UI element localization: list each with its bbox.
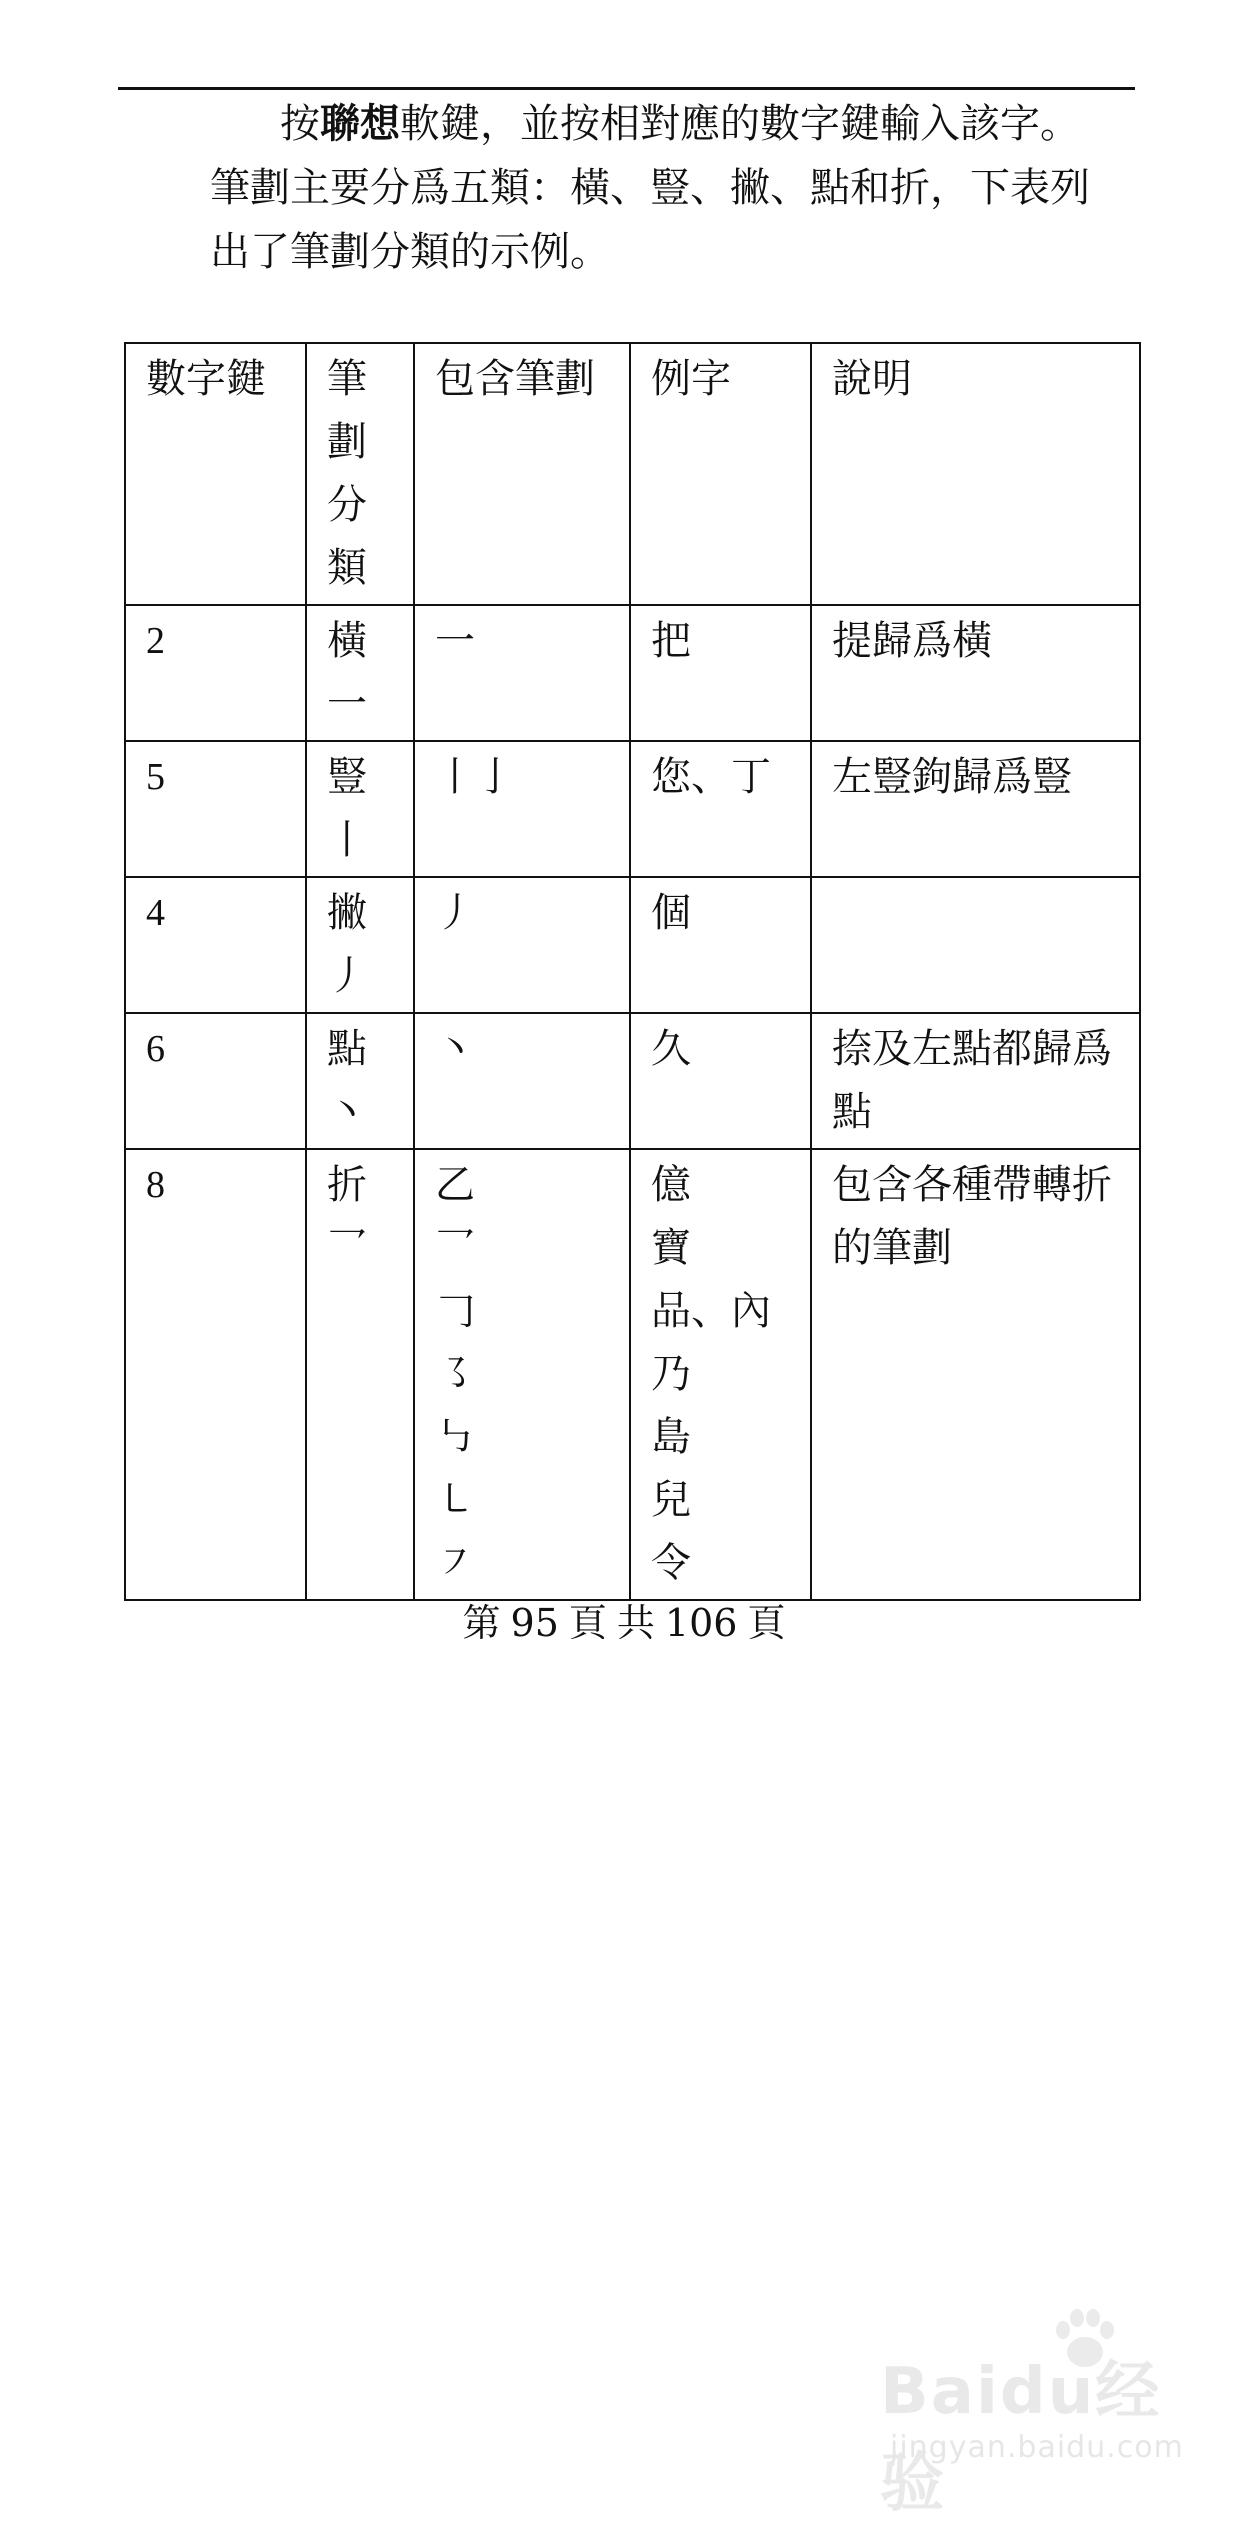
- row-example-item: 令: [651, 1540, 691, 1586]
- row-stroke-item: 丿: [435, 890, 475, 936]
- row-stroke-item: 𠃌: [435, 1288, 475, 1334]
- watermark-url: jingyan.baidu.com: [890, 2430, 1184, 2465]
- page-footer: [0, 1592, 1248, 1647]
- row-example-item: 您、丁: [651, 754, 771, 800]
- intro-line-3: 出了筆劃分類的示例。: [210, 229, 610, 275]
- footer-total-pages: 106: [664, 1601, 738, 1645]
- row-stroke-item: 丶: [435, 1026, 475, 1072]
- row-example-item: 寶: [651, 1225, 691, 1271]
- header-description: 說明: [811, 343, 1140, 605]
- row-category-char: 豎: [327, 754, 367, 800]
- header-rule: [118, 87, 1135, 90]
- row-example-item: 億: [651, 1162, 691, 1208]
- row-key: 5: [125, 741, 306, 877]
- row-stroke-item: ㇌: [435, 1351, 475, 1397]
- header-examples: 例字: [630, 343, 811, 605]
- row-description: 左豎鉤歸爲豎: [811, 741, 1140, 877]
- row-stroke-item: ㇇: [435, 1540, 475, 1586]
- table-row: [125, 605, 1140, 741]
- row-key: 6: [125, 1013, 306, 1149]
- row-category: [306, 741, 414, 877]
- table-row: [125, 877, 1140, 1013]
- row-examples: [630, 877, 811, 1013]
- row-example-item: 乃: [651, 1351, 691, 1397]
- row-category-char: 乛: [327, 1225, 367, 1271]
- row-stroke-item: ㇄: [435, 1477, 475, 1523]
- row-examples: [630, 1149, 811, 1600]
- intro-line-2: 筆劃主要分爲五類：橫、豎、撇、點和折，下表列: [210, 165, 1090, 211]
- row-strokes: [414, 741, 630, 877]
- row-stroke-item: 乛: [435, 1225, 475, 1271]
- table-row: [125, 1149, 1140, 1600]
- table-row: [125, 741, 1140, 877]
- header-strokes: 包含筆劃: [414, 343, 630, 605]
- row-category: [306, 1013, 414, 1149]
- row-strokes: [414, 1149, 630, 1600]
- row-example-item: 個: [651, 890, 691, 936]
- header-category-char: 分: [327, 482, 367, 528]
- row-category-char: 丿: [327, 953, 367, 999]
- table-header-row: [125, 343, 1140, 605]
- row-key: 8: [125, 1149, 306, 1600]
- stroke-category-table: [124, 342, 1141, 1601]
- intro-line-1: [210, 92, 1150, 156]
- header-category: [306, 343, 414, 605]
- row-category-char: 點: [327, 1026, 367, 1072]
- footer-suffix: 頁: [747, 1601, 786, 1645]
- row-strokes: [414, 605, 630, 741]
- row-description: [811, 877, 1140, 1013]
- row-category-char: 丶: [327, 1089, 367, 1135]
- row-key: 2: [125, 605, 306, 741]
- row-key: 4: [125, 877, 306, 1013]
- intro-line-1-suffix: 軟鍵，並按相對應的數字鍵輸入該字。: [400, 101, 1080, 147]
- header-category-char: 類: [327, 545, 367, 591]
- row-category-char: 折: [327, 1162, 367, 1208]
- footer-page-word: 頁: [568, 1601, 607, 1645]
- row-category-char: 丨: [327, 817, 367, 863]
- row-stroke-item: 一: [435, 618, 475, 664]
- footer-page-number: 95: [510, 1601, 559, 1645]
- intro-paragraph: [210, 92, 1150, 284]
- row-example-item: 品、內: [651, 1288, 771, 1334]
- header-category-char: 筆: [327, 356, 367, 402]
- baidu-jingyan-watermark: [880, 2300, 1200, 2521]
- row-category: [306, 1149, 414, 1600]
- footer-prefix: 第: [462, 1601, 501, 1645]
- footer-total-word: 共: [616, 1601, 655, 1645]
- row-stroke-item: 丨亅: [435, 754, 515, 800]
- header-category-char: 劃: [327, 419, 367, 465]
- row-category: [306, 877, 414, 1013]
- row-category-char: 橫: [327, 618, 367, 664]
- row-stroke-item: 乙: [435, 1162, 475, 1208]
- row-examples: [630, 741, 811, 877]
- row-category: [306, 605, 414, 741]
- row-strokes: [414, 877, 630, 1013]
- row-description: 捺及左點都歸爲點: [811, 1013, 1140, 1149]
- row-stroke-item: ㇉: [435, 1414, 475, 1460]
- row-example-item: 久: [651, 1026, 691, 1072]
- row-example-item: 兒: [651, 1477, 691, 1523]
- intro-line-1-prefix: 按: [280, 101, 320, 147]
- row-description: 提歸爲橫: [811, 605, 1140, 741]
- row-examples: [630, 1013, 811, 1149]
- table-row: [125, 1013, 1140, 1149]
- row-example-item: 島: [651, 1414, 691, 1460]
- row-strokes: [414, 1013, 630, 1149]
- row-category-char: 撇: [327, 890, 367, 936]
- header-key: 數字鍵: [125, 343, 306, 605]
- row-example-item: 把: [651, 618, 691, 664]
- row-examples: [630, 605, 811, 741]
- watermark-logo-text: Baidu经验: [880, 2355, 1162, 2521]
- row-category-char: 一: [327, 681, 367, 727]
- row-description: 包含各種帶轉折的筆劃: [811, 1149, 1140, 1600]
- intro-bold-keyword: 聯想: [320, 100, 400, 147]
